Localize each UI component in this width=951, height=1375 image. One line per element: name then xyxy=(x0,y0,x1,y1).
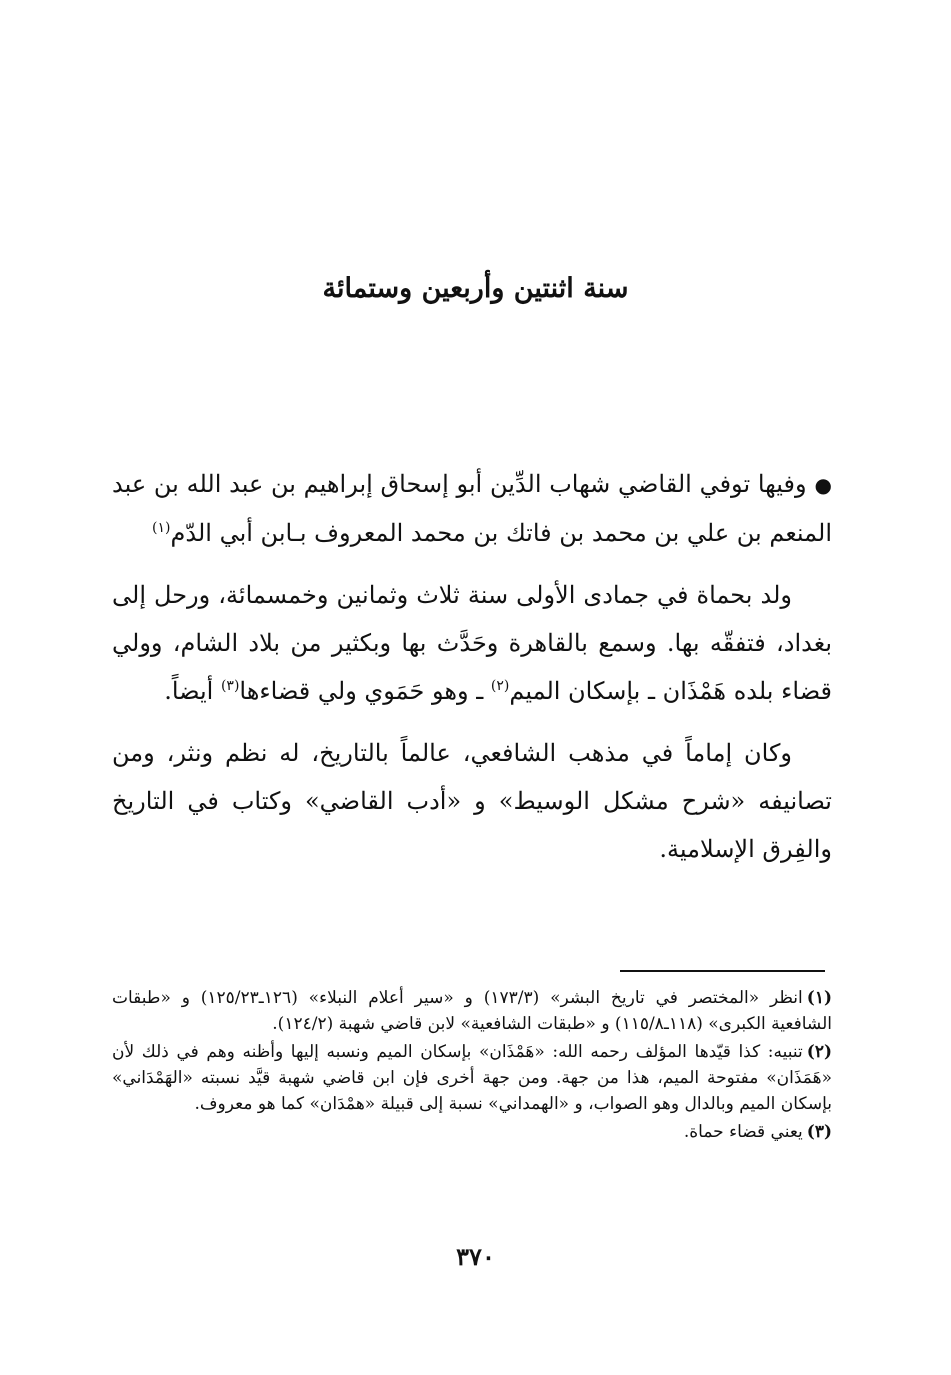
footnote-divider xyxy=(620,970,825,972)
paragraph-1-text: وفيها توفي القاضي شهاب الدِّين أبو إسحاق إبراهيم بن عبد الله بن عبد المنعم بن علي بن محمد بن فاتك بن محمد المعروف بـابن أبي الدّم xyxy=(112,470,832,547)
paragraph-3 xyxy=(112,729,832,873)
paragraph-2-text-b: ـ وهو حَمَوي ولي قضاءها xyxy=(239,677,491,705)
chapter-heading: سنة اثنتين وأربعين وستمائة xyxy=(322,273,629,304)
bullet-icon: ● xyxy=(814,473,832,497)
paragraph-2 xyxy=(112,571,832,715)
footnote-2-text: تنبيه: كذا قيّدها المؤلف رحمه الله: «هَمْذَان» بإسكان الميم ونسبه إليها وأظنه وهم في ذلك لأن «هَمَذَان» مفتوحة الميم، هذا من جهة. ومن جهة أخرى فإن ابن قاضي شهبة قيَّد نسبته «الهَمْدَاني» بإسكان الميم وبالدال وهو الصواب، و «الهمداني» نسبة إلى قبيلة «همْدَان» كما هو معروف. xyxy=(112,1042,832,1114)
footnote-3 xyxy=(112,1119,832,1145)
footnote-2 xyxy=(112,1039,832,1117)
page-number: ٣٧٠ xyxy=(456,1242,495,1271)
paragraph-2-text: ولد بحماة في جمادى الأولى سنة ثلاث وثمانين وخمسمائة، ورحل إلى بغداد، فتفقّه بها. وسمع بالقاهرة وحَدَّث بها وبكثير من بلاد الشام، وولي قضاء بلده هَمْذَان ـ بإسكان الميم xyxy=(112,581,832,705)
footnote-ref-3: (٣) xyxy=(220,678,240,694)
footnote-3-text: يعني قضاء حماة. xyxy=(683,1122,803,1142)
footnote-1-number: (١) xyxy=(806,988,832,1008)
footnote-3-number: (٣) xyxy=(806,1122,832,1142)
footnotes xyxy=(112,985,832,1147)
footnote-ref-1: (١) xyxy=(152,520,171,536)
footnote-1 xyxy=(112,985,832,1037)
footnote-1-text: انظر «المختصر في تاريخ البشر» (١٧٣/٣) و «سير أعلام النبلاء» (١٢٦ـ١٢٥/٢٣) و «طبقات الشافعية الكبرى» (١١٨ـ١١٥/٨) و «طبقات الشافعية» لابن قاضي شهبة (١٢٤/٢). xyxy=(112,988,832,1034)
paragraph-1 xyxy=(112,460,832,557)
paragraph-2-text-c: أيضاً. xyxy=(164,677,221,705)
footnote-ref-2: (٢) xyxy=(490,678,510,694)
main-text xyxy=(112,460,832,887)
footnote-2-number: (٢) xyxy=(806,1042,832,1062)
paragraph-3-text: وكان إماماً في مذهب الشافعي، عالماً بالتاريخ، له نظم ونثر، ومن تصانيفه «شرح مشكل الوسيط» و «أدب القاضي» وكتاب في التاريخ والفِرق الإسلامية. xyxy=(112,739,832,863)
